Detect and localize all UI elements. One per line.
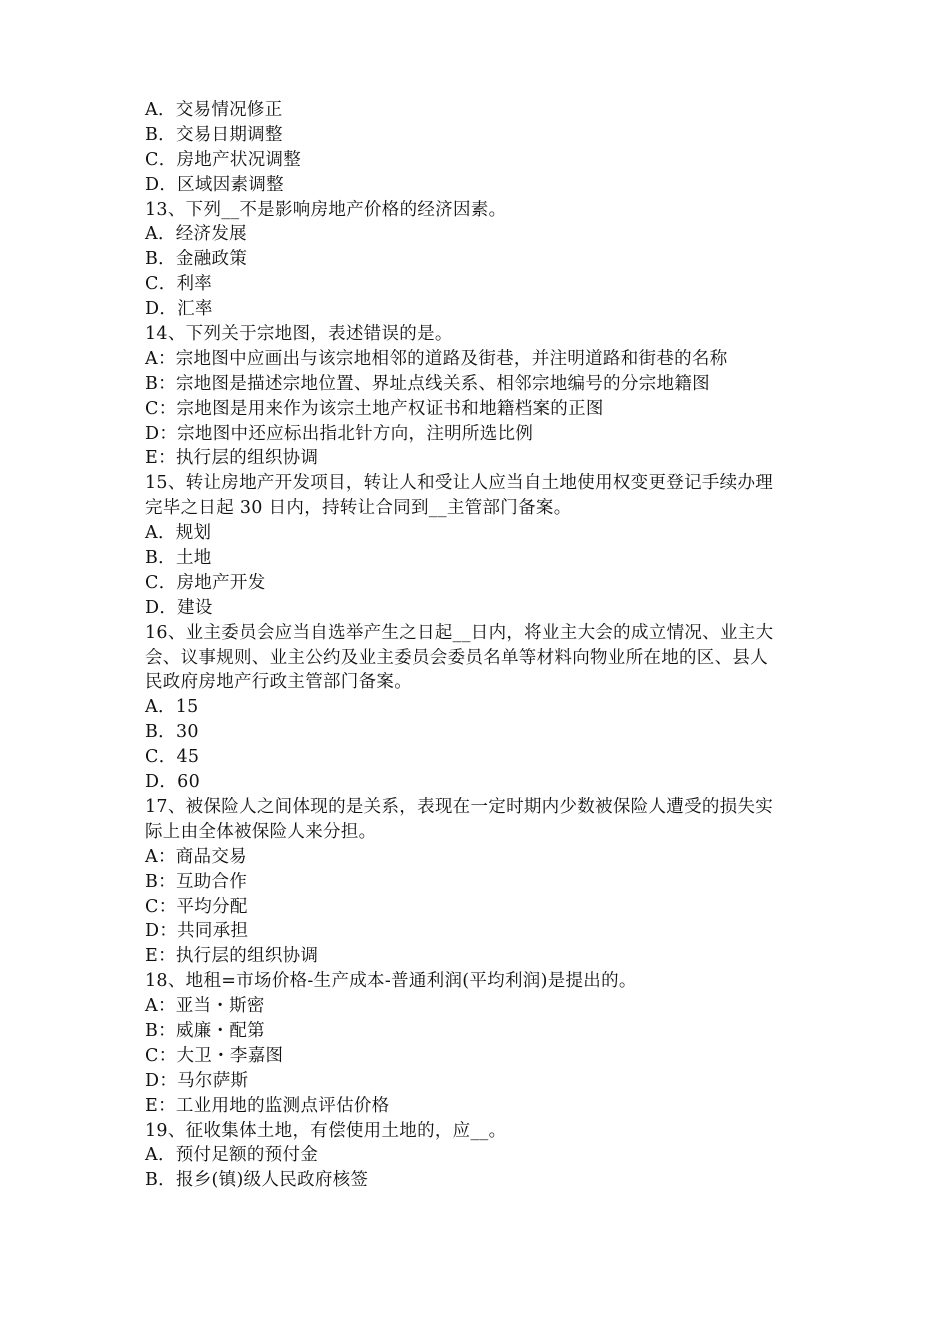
question-15: 15、转让房地产开发项目，转让人和受让人应当自土地使用权变更登记手续办理 xyxy=(145,473,774,494)
text-line: 会、议事规则、业主公约及业主委员会委员名单等材料向物业所在地的区、县人 xyxy=(145,647,768,668)
text-line: D：共同承担 xyxy=(145,921,249,942)
text-line: A．预付足额的预付金 xyxy=(145,1145,319,1166)
text-line: A．交易情况修正 xyxy=(145,100,283,120)
text-line: A．经济发展 xyxy=(145,224,247,245)
text-line: D：宗地图中还应标出指北针方向，注明所选比例 xyxy=(145,423,534,444)
text-line: B．交易日期调整 xyxy=(145,124,283,145)
text-line: D：马尔萨斯 xyxy=(145,1070,249,1091)
text-line: C：宗地图是用来作为该宗土地产权证书和地籍档案的正图 xyxy=(145,398,604,419)
question-16: 16、业主委员会应当自选举产生之日起__日内，将业主大会的成立情况、业主大 xyxy=(145,622,774,643)
document-page xyxy=(145,98,825,1193)
text-line: B：互助合作 xyxy=(145,871,248,892)
text-line: A：宗地图中应画出与该宗地相邻的道路及街巷，并注明道路和街巷的名称 xyxy=(145,348,728,369)
text-line: B．金融政策 xyxy=(145,249,248,270)
text-line: B．30 xyxy=(145,722,199,743)
text-line: D．汇率 xyxy=(145,299,213,320)
text-line: B．土地 xyxy=(145,548,212,569)
text-line: A：亚当・斯密 xyxy=(145,996,265,1017)
text-line: E：工业用地的监测点评估价格 xyxy=(145,1095,390,1116)
text-line: B．报乡(镇)级人民政府核签 xyxy=(145,1170,369,1191)
text-line: C．利率 xyxy=(145,274,213,295)
text-line: D．区域因素调整 xyxy=(145,174,284,195)
text-line: A．规划 xyxy=(145,523,212,544)
question-14: 14、下列关于宗地图，表述错误的是。 xyxy=(145,324,453,345)
text-line: B：威廉・配第 xyxy=(145,1020,265,1041)
text-line: 际上由全体被保险人来分担。 xyxy=(145,821,377,842)
question-19: 19、征收集体土地，有偿使用土地的，应__。 xyxy=(145,1120,507,1141)
text-line: E：执行层的组织协调 xyxy=(145,448,319,469)
question-18: 18、地租=市场价格-生产成本-普通利润(平均利润)是提出的。 xyxy=(145,971,637,992)
text-line: 民政府房地产行政主管部门备案。 xyxy=(145,672,412,693)
text-line: A：商品交易 xyxy=(145,846,247,867)
text-line: C．45 xyxy=(145,747,200,768)
text-line: C：大卫・李嘉图 xyxy=(145,1045,284,1066)
text-line: 完毕之日起 30 日内，持转让合同到__主管部门备案。 xyxy=(145,498,572,519)
text-line: C．房地产状况调整 xyxy=(145,149,302,170)
text-line: C．房地产开发 xyxy=(145,572,266,593)
text-line: E：执行层的组织协调 xyxy=(145,946,319,967)
text-line: D．建设 xyxy=(145,597,213,618)
text-line: D．60 xyxy=(145,772,200,793)
text-line: A．15 xyxy=(145,697,199,718)
question-17: 17、被保险人之间体现的是关系，表现在一定时期内少数被保险人遭受的损失实 xyxy=(145,796,774,817)
question-13: 13、下列__不是影响房地产价格的经济因素。 xyxy=(145,199,507,220)
text-line: B：宗地图是描述宗地位置、界址点线关系、相邻宗地编号的分宗地籍图 xyxy=(145,373,710,394)
text-line: C：平均分配 xyxy=(145,896,248,917)
